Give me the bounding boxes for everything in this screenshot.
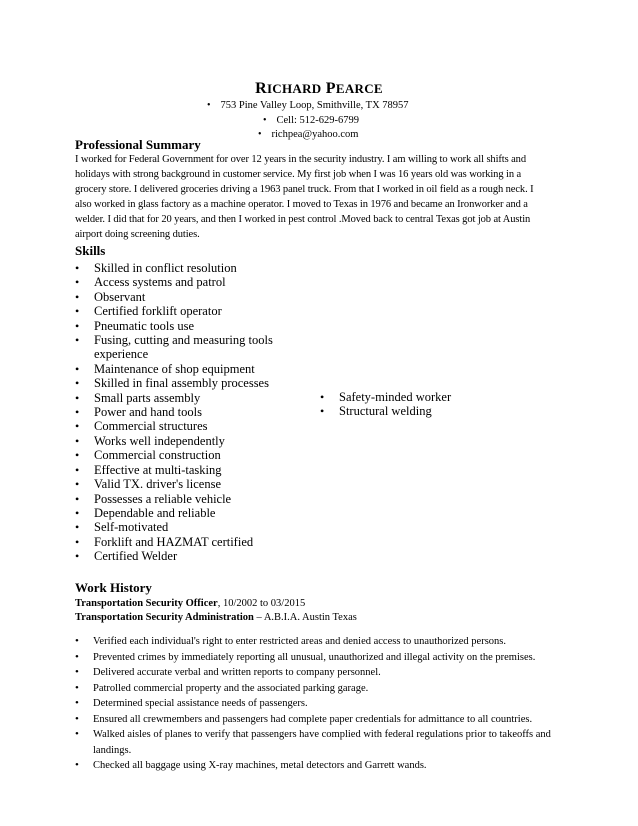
bullet-icon: • [207, 100, 211, 111]
bullet-icon: • [263, 115, 267, 126]
duty-item: • Prevented crimes by immediately reporting all unusual, unauthorized and illegal activity on the premises. [75, 650, 555, 666]
duty-item: • Verified each individual's right to enter restricted areas and denied access to unauthorized persons. [75, 634, 555, 650]
job-location: – A.B.I.A. Austin Texas [253, 612, 357, 623]
skill-item: • Small parts assembly [75, 391, 275, 405]
skill-item: • Certified forklift operator [75, 304, 275, 318]
contact-email [258, 129, 358, 140]
cell-text: Cell: 512-629-6799 [276, 115, 360, 126]
skill-item: • Possesses a reliable vehicle [75, 492, 275, 506]
duty-item: • Patrolled commercial property and the associated parking garage. [75, 681, 555, 697]
skill-item: • Observant [75, 290, 275, 304]
duty-item: • Checked all baggage using X-ray machines, metal detectors and Garrett wands. [75, 758, 555, 774]
skills-list-right [320, 390, 520, 419]
skill-item: • Structural welding [320, 404, 520, 418]
skill-item: • Forklift and HAZMAT certified [75, 535, 275, 549]
skill-item: • Fusing, cutting and measuring tools experience [75, 333, 275, 362]
skills-heading: Skills [75, 243, 106, 258]
skill-item: • Skilled in conflict resolution [75, 261, 275, 275]
contact-cell [263, 115, 359, 126]
job-title: Transportation Security Officer [75, 598, 218, 609]
employer-name: Transportation Security Administration [75, 612, 254, 623]
candidate-name: RICHARD PEARCE [255, 80, 383, 97]
duty-item: • Delivered accurate verbal and written reports to company personnel. [75, 665, 555, 681]
duty-item: • Ensured all crewmembers and passengers had complete paper credentials for admittance to all countries. [75, 712, 555, 728]
bullet-icon: • [258, 129, 262, 140]
email-text: richpea@yahoo.com [271, 129, 359, 140]
job-dates: , 10/2002 to 03/2015 [217, 598, 306, 609]
work-history-heading: Work History [75, 580, 152, 595]
skill-item: • Dependable and reliable [75, 506, 275, 520]
skill-item: • Safety-minded worker [320, 390, 520, 404]
skills-list-left [75, 261, 275, 564]
skill-item: • Certified Welder [75, 549, 275, 563]
skill-item: • Self-motivated [75, 520, 275, 534]
skill-item: • Commercial structures [75, 419, 275, 433]
job-title-line [75, 598, 305, 609]
skill-item: • Pneumatic tools use [75, 319, 275, 333]
skill-item: • Access systems and patrol [75, 275, 275, 289]
skill-item: • Valid TX. driver's license [75, 477, 275, 491]
skill-item: • Commercial construction [75, 448, 275, 462]
address-text: 753 Pine Valley Loop, Smithville, TX 78957 [220, 100, 409, 111]
employer-line [75, 612, 357, 623]
skill-item: • Skilled in final assembly processes [75, 376, 275, 390]
duty-item: • Walked aisles of planes to verify that passengers have complied with federal regulations prior to takeoffs and landings. [75, 727, 555, 758]
skill-item: • Maintenance of shop equipment [75, 362, 275, 376]
duty-item: • Determined special assistance needs of passengers. [75, 696, 555, 712]
skill-item: • Works well independently [75, 434, 275, 448]
skill-item: • Effective at multi-tasking [75, 463, 275, 477]
contact-address [207, 100, 409, 111]
duties-list [75, 634, 555, 774]
summary-heading: Professional Summary [75, 137, 201, 152]
skill-item: • Power and hand tools [75, 405, 275, 419]
summary-text: I worked for Federal Government for over 12 years in the security industry. I am willing to work all shifts and holidays with strong background in customer service. My first job when I was 16 years old was working in a grocery store. I delivered groceries driving a 1963 panel truck. From that I worked in oil field as a rough neck. I also worked in glass factory as a machine operator. I moved to Texas in 1976 and became an Ironworker and a welder. I did that for 20 years, and then I worked in pest control .Moved back to central Texas got job at Austin airport doing screening duties. [75, 154, 534, 240]
